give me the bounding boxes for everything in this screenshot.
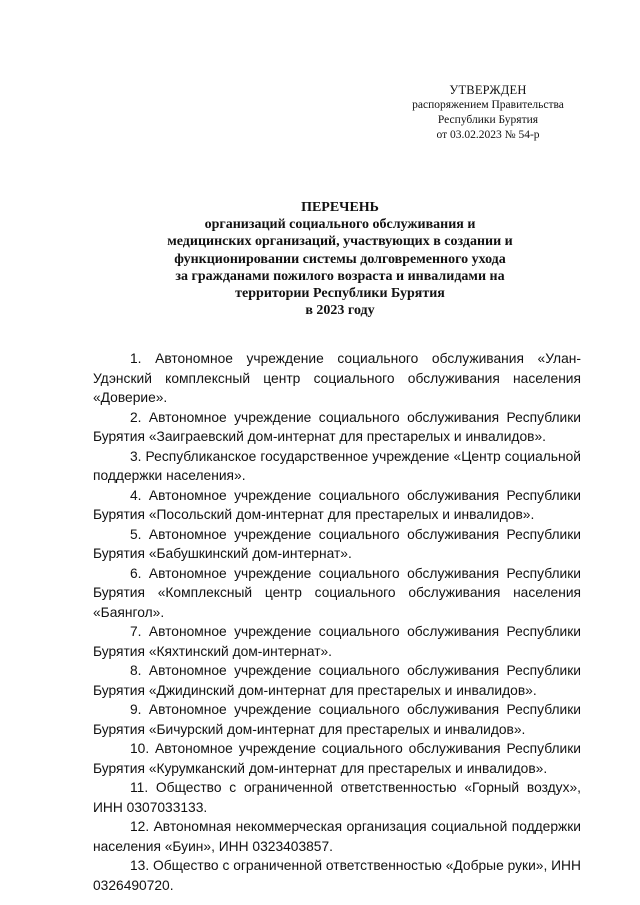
list-item: 2. Автономное учреждение социального обслуживания Республики Бурятия «Заиграевский дом-интернат для престарелых и инвалидов». (93, 409, 581, 444)
title-line-7: в 2023 году (305, 303, 375, 319)
title-line-3: медицинских организаций, участвующих в создании и (167, 234, 513, 250)
list-item: 9. Автономное учреждение социального обслуживания Республики Бурятия «Бичурский дом-интернат для престарелых и инвалидов». (93, 702, 581, 737)
list-item: 8. Автономное учреждение социального обслуживания Республики Бурятия «Джидинский дом-интернат для престарелых и инвалидов». (93, 663, 581, 698)
approval-line-3: от 03.02.2023 № 54-р (436, 129, 540, 141)
organization-list (93, 349, 581, 895)
list-item: 12. Автономная некоммерческая организация социальной поддержки населения «Буин», ИНН 0323403857. (93, 819, 581, 854)
title-line-6: территории Республики Бурятия (235, 286, 445, 302)
approval-line-1: распоряжением Правительства (412, 99, 564, 111)
approval-heading: УТВЕРЖДЕН (449, 83, 527, 97)
list-item: 13. Общество с ограниченной ответственностью «Добрые руки», ИНН 0326490720. (93, 858, 581, 893)
title-line-2: организаций социального обслуживания и (204, 217, 476, 233)
list-item: 11. Общество с ограниченной ответственностью «Горный воздух», ИНН 0307033133. (93, 780, 581, 815)
title-line-1: ПЕРЕЧЕНЬ (301, 200, 379, 215)
list-item: 3. Республиканское государственное учреждение «Центр социальной поддержки населения». (93, 448, 581, 483)
title-line-5: за гражданами пожилого возраста и инвалидами на (175, 268, 505, 284)
document-title (90, 199, 590, 319)
approval-stamp (388, 83, 588, 143)
approval-line-2: Республики Бурятия (437, 114, 539, 126)
list-item: 4. Автономное учреждение социального обслуживания Республики Бурятия «Посольский дом-интернат для престарелых и инвалидов». (93, 487, 581, 522)
list-item: 5. Автономное учреждение социального обслуживания Республики Бурятия «Бабушкинский дом-интернат». (93, 526, 581, 561)
list-item: 7. Автономное учреждение социального обслуживания Республики Бурятия «Кяхтинский дом-интернат». (93, 624, 581, 659)
list-item: 10. Автономное учреждение социального обслуживания Республики Бурятия «Курумканский дом-интернат для престарелых и инвалидов». (93, 741, 581, 776)
list-item: 1. Автономное учреждение социального обслуживания «Улан-Удэнский комплексный центр социального обслуживания населения «Доверие». (93, 351, 581, 405)
title-line-4: функционировании системы долговременного ухода (174, 251, 506, 267)
list-item: 6. Автономное учреждение социального обслуживания Республики Бурятия «Комплексный центр социального обслуживания населения «Баянгол». (93, 565, 581, 620)
